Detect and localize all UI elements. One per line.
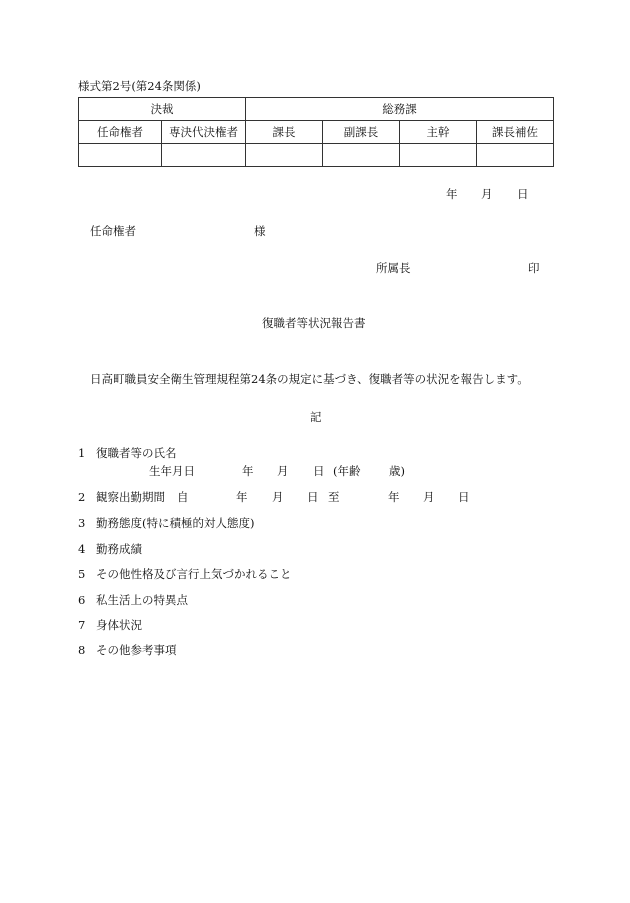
column-header: 主幹	[400, 121, 477, 144]
item-label: その他性格及び言行上気づかれること	[96, 567, 292, 581]
item-number: 6	[78, 593, 86, 607]
item-label: 勤務成績	[96, 542, 142, 556]
period-month2: 月	[423, 490, 435, 504]
period-year1: 年	[236, 490, 248, 504]
age-open: (年齢	[333, 464, 361, 478]
seal-cell[interactable]	[162, 144, 246, 167]
column-header: 副課長	[323, 121, 400, 144]
period-from: 自	[177, 490, 189, 504]
period-day2: 日	[458, 490, 470, 504]
item-label: 復職者等の氏名	[96, 446, 177, 460]
birth-label: 生年月日	[149, 464, 195, 478]
item-label: 私生活上の特異点	[96, 593, 188, 607]
seal-cell[interactable]	[79, 144, 162, 167]
item-number: 3	[78, 516, 86, 530]
seal-cell[interactable]	[477, 144, 554, 167]
seal-cell[interactable]	[323, 144, 400, 167]
date-month: 月	[481, 187, 493, 201]
item-number: 8	[78, 643, 86, 657]
sender-label: 所属長	[376, 261, 411, 275]
age-close: 歳)	[389, 464, 405, 478]
item-label: その他参考事項	[96, 643, 177, 657]
item-label: 勤務態度(特に積極的対人態度)	[96, 516, 255, 530]
group-header-kessai: 決裁	[79, 98, 246, 121]
birth-month: 月	[277, 464, 289, 478]
approval-table	[78, 97, 554, 167]
item-number: 4	[78, 542, 86, 556]
seal-cell[interactable]	[400, 144, 477, 167]
column-header: 任命権者	[79, 121, 162, 144]
date-day: 日	[517, 187, 529, 201]
body-text: 日高町職員安全衛生管理規程第24条の規定に基づき、復職者等の状況を報告します。	[90, 372, 529, 386]
form-number: 様式第2号(第24条関係)	[78, 79, 201, 93]
document-title: 復職者等状況報告書	[262, 316, 366, 330]
ki-mark: 記	[310, 410, 322, 424]
period-month1: 月	[272, 490, 284, 504]
item-number: 1	[78, 446, 86, 460]
item-number: 5	[78, 567, 86, 581]
addressee-label: 任命権者	[90, 224, 136, 238]
group-header-soumuka: 総務課	[246, 98, 554, 121]
column-header: 課長	[246, 121, 323, 144]
addressee-honorific: 様	[254, 224, 266, 238]
item-number: 2	[78, 490, 86, 504]
birth-year: 年	[242, 464, 254, 478]
item-number: 7	[78, 618, 86, 632]
period-year2: 年	[388, 490, 400, 504]
item-label: 身体状況	[96, 618, 142, 632]
seal-mark: 印	[528, 261, 540, 275]
column-header: 専決代決権者	[162, 121, 246, 144]
period-to: 至	[328, 490, 340, 504]
item-label: 観察出勤期間	[96, 490, 165, 504]
birth-day: 日	[313, 464, 325, 478]
seal-cell[interactable]	[246, 144, 323, 167]
date-year: 年	[446, 187, 458, 201]
period-day1: 日	[307, 490, 319, 504]
column-header: 課長補佐	[477, 121, 554, 144]
